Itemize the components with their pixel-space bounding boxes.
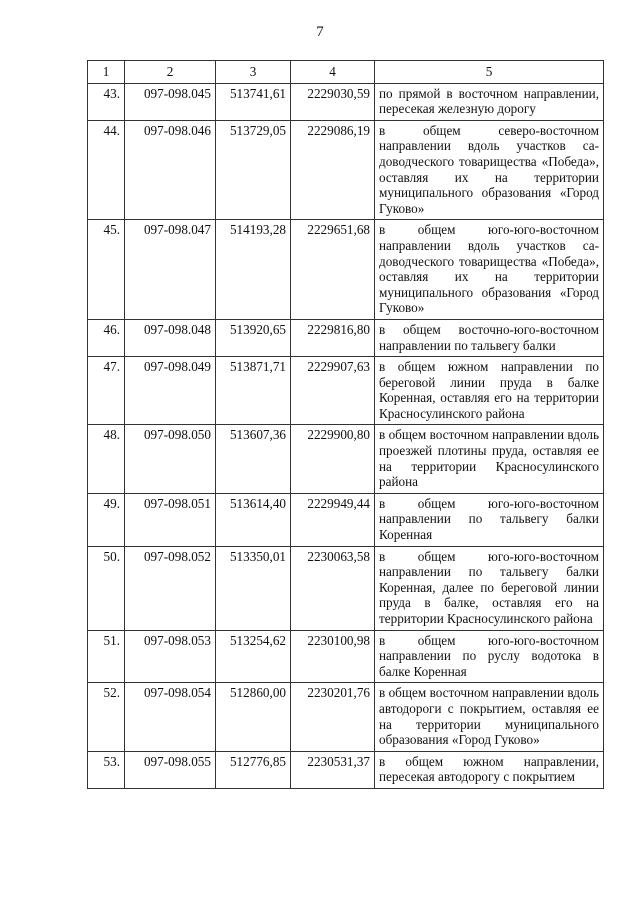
table-row: [88, 683, 604, 751]
x-coordinate: 512860,00: [216, 683, 291, 751]
y-coordinate: 2229816,80: [291, 319, 375, 356]
x-coordinate: 514193,28: [216, 220, 291, 320]
boundary-description: в общем юго-юго-восточном направлении по тальвегу балки Коренная, далее по береговой линии пруда в балке, оставляя его на территории Красносулинского района: [375, 546, 604, 630]
x-coordinate: 513729,05: [216, 120, 291, 220]
row-number: 47.: [88, 357, 125, 425]
x-coordinate: 513350,01: [216, 546, 291, 630]
boundary-description: в общем восточно-юго-восточном направлении по тальвегу балки: [375, 319, 604, 356]
x-coordinate: 512776,85: [216, 751, 291, 788]
row-number: 46.: [88, 319, 125, 356]
table-row: [88, 319, 604, 356]
y-coordinate: 2229949,44: [291, 493, 375, 546]
page-number: 7: [316, 24, 324, 40]
boundary-description: в общем северо-восточном направлении вдоль участков садоводческого товарищества «Победа», оставляя их на территории муниципального образования «Город Гуково»: [375, 120, 604, 220]
y-coordinate: 2229900,80: [291, 425, 375, 493]
y-coordinate: 2230201,76: [291, 683, 375, 751]
point-code: 097-098.046: [125, 120, 216, 220]
point-code: 097-098.048: [125, 319, 216, 356]
table-row: [88, 630, 604, 683]
header-col-2: 2: [125, 61, 216, 84]
row-number: 43.: [88, 83, 125, 120]
header-col-3: 3: [216, 61, 291, 84]
boundary-coordinates-table: [87, 60, 604, 789]
boundary-description: в общем южном направлении, пересекая автодорогу с покрытием: [375, 751, 604, 788]
boundary-description: по прямой в восточном направлении, пересекая железную дорогу: [375, 83, 604, 120]
x-coordinate: 513871,71: [216, 357, 291, 425]
x-coordinate: 513607,36: [216, 425, 291, 493]
row-number: 48.: [88, 425, 125, 493]
y-coordinate: 2229086,19: [291, 120, 375, 220]
point-code: 097-098.049: [125, 357, 216, 425]
point-code: 097-098.054: [125, 683, 216, 751]
y-coordinate: 2229651,68: [291, 220, 375, 320]
table-row: [88, 493, 604, 546]
point-code: 097-098.051: [125, 493, 216, 546]
point-code: 097-098.055: [125, 751, 216, 788]
row-number: 50.: [88, 546, 125, 630]
x-coordinate: 513920,65: [216, 319, 291, 356]
table-row: [88, 751, 604, 788]
y-coordinate: 2229907,63: [291, 357, 375, 425]
boundary-description: в общем юго-юго-восточном направлении вдоль участков садоводческого товарищества «Победа», оставляя их на территории муниципального образования «Город Гуково»: [375, 220, 604, 320]
table-row: [88, 546, 604, 630]
row-number: 52.: [88, 683, 125, 751]
row-number: 51.: [88, 630, 125, 683]
header-row: [88, 61, 604, 84]
header-col-5: 5: [375, 61, 604, 84]
table-row: [88, 83, 604, 120]
y-coordinate: 2230100,98: [291, 630, 375, 683]
table-row: [88, 357, 604, 425]
boundary-description: в общем южном направлении по береговой линии пруда в балке Коренная, оставляя его на территории Красносулинского района: [375, 357, 604, 425]
row-number: 53.: [88, 751, 125, 788]
boundary-description: в общем юго-юго-восточном направлении по тальвегу балки Коренная: [375, 493, 604, 546]
point-code: 097-098.050: [125, 425, 216, 493]
boundary-description: в общем юго-юго-восточном направлении по руслу водотока в балке Коренная: [375, 630, 604, 683]
point-code: 097-098.045: [125, 83, 216, 120]
point-code: 097-098.052: [125, 546, 216, 630]
y-coordinate: 2229030,59: [291, 83, 375, 120]
point-code: 097-098.047: [125, 220, 216, 320]
row-number: 45.: [88, 220, 125, 320]
table-row: [88, 425, 604, 493]
table-row: [88, 120, 604, 220]
boundary-description: в общем восточном направлении вдоль проезжей плотины пруда, оставляя ее на территории Красносулинского района: [375, 425, 604, 493]
x-coordinate: 513254,62: [216, 630, 291, 683]
table-body: [88, 83, 604, 788]
x-coordinate: 513741,61: [216, 83, 291, 120]
table-row: [88, 220, 604, 320]
row-number: 49.: [88, 493, 125, 546]
header-col-4: 4: [291, 61, 375, 84]
point-code: 097-098.053: [125, 630, 216, 683]
x-coordinate: 513614,40: [216, 493, 291, 546]
row-number: 44.: [88, 120, 125, 220]
table-header: [88, 61, 604, 84]
y-coordinate: 2230063,58: [291, 546, 375, 630]
y-coordinate: 2230531,37: [291, 751, 375, 788]
boundary-description: в общем восточном направлении вдоль автодороги с покрытием, оставляя ее на территории муниципального образования «Город Гуково»: [375, 683, 604, 751]
header-col-1: 1: [88, 61, 125, 84]
